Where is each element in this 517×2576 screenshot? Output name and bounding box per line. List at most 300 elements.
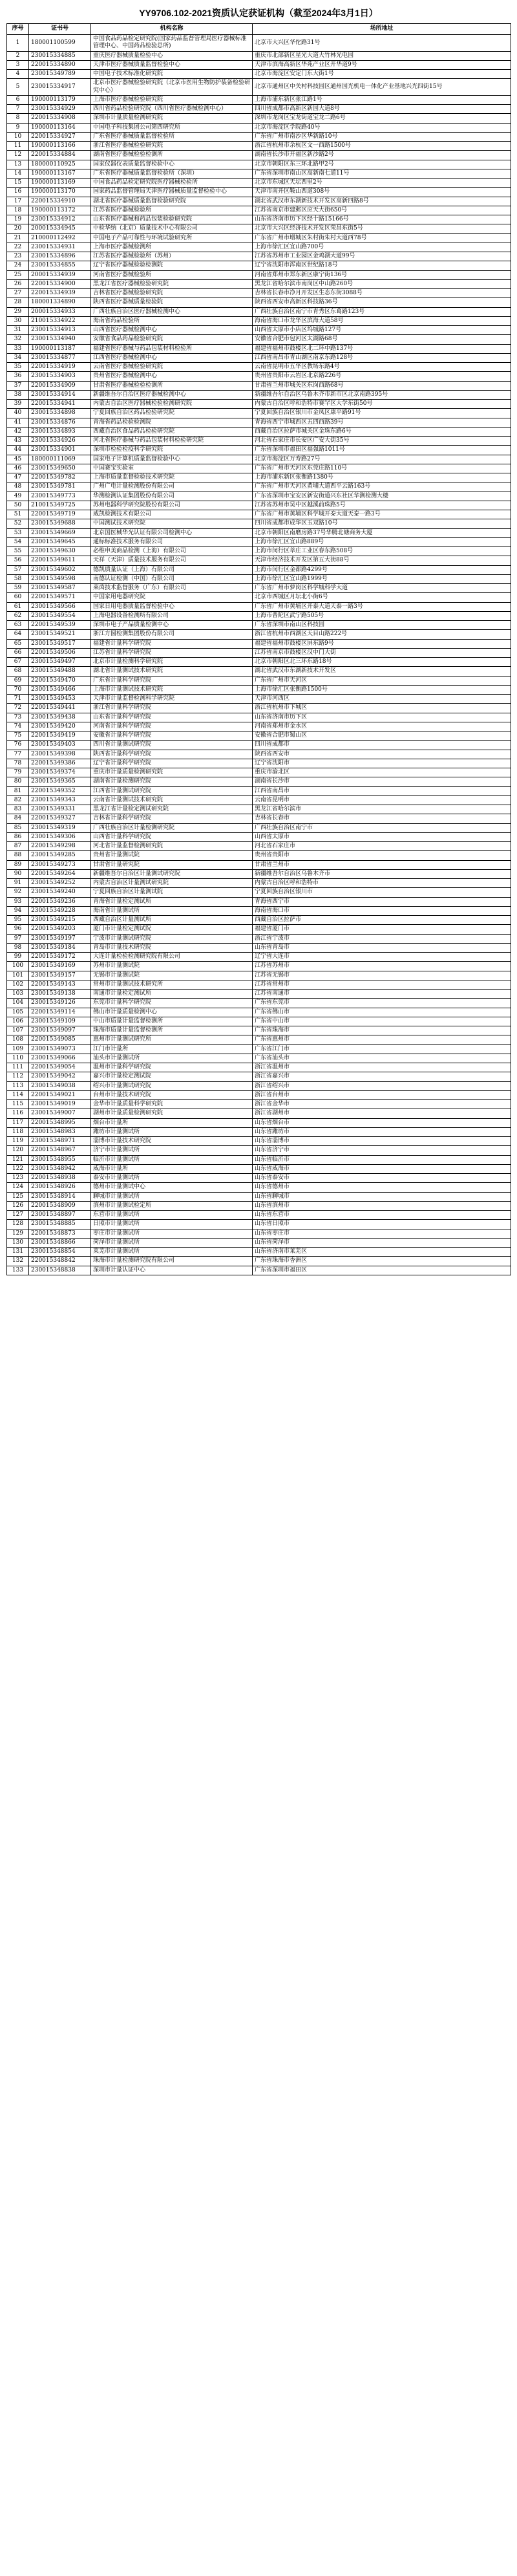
table-row xyxy=(7,1026,511,1035)
cell-name: 深圳市检验检疫科学研究院 xyxy=(91,446,253,455)
cell-addr: 内蒙古自治区呼和浩特市 xyxy=(253,879,511,888)
cell-cert: 230015349521 xyxy=(29,630,91,639)
cell-cert: 230015348926 xyxy=(29,1183,91,1192)
cell-no: 31 xyxy=(7,326,29,335)
cell-name: 中国电子技术标准化研究院 xyxy=(91,70,253,79)
table-row xyxy=(7,501,511,510)
cell-addr: 重庆市北部新区星光大道大竹林光电园 xyxy=(253,51,511,60)
cell-name: 天津市医疗器械质量监督检验中心 xyxy=(91,60,253,69)
cell-name: 四川省药品检验研究院（四川省医疗器械检测中心） xyxy=(91,105,253,114)
cell-addr: 上海市闵行区金都路4299号 xyxy=(253,565,511,574)
cell-name: 中国电子科技集团公司第四研究所 xyxy=(91,123,253,132)
table-row xyxy=(7,233,511,243)
cell-cert: 220015349386 xyxy=(29,759,91,768)
table-row xyxy=(7,934,511,943)
cell-cert: 230015348942 xyxy=(29,1164,91,1173)
cell-no: 123 xyxy=(7,1174,29,1183)
cell-name: 莱芜市计量测试所 xyxy=(91,1248,253,1257)
table-row xyxy=(7,1044,511,1054)
cell-cert: 220015349264 xyxy=(29,869,91,878)
cell-addr: 山东省淄博市 xyxy=(253,1137,511,1146)
table-row xyxy=(7,35,511,52)
cell-no: 106 xyxy=(7,1017,29,1026)
table-row xyxy=(7,676,511,685)
cell-no: 60 xyxy=(7,593,29,602)
cell-addr: 湖北省武汉市东湖新技术开发区高新四路8号 xyxy=(253,197,511,206)
cell-cert: 230015334855 xyxy=(29,261,91,270)
cell-addr: 贵州省贵阳市 xyxy=(253,851,511,860)
cell-name: 天津市计量监督检测科学研究院 xyxy=(91,695,253,704)
cell-no: 96 xyxy=(7,925,29,934)
cell-cert: 230015349453 xyxy=(29,695,91,704)
cell-name: 厦门市计量检定测试院 xyxy=(91,925,253,934)
cell-cert: 220015349114 xyxy=(29,1008,91,1017)
table-row xyxy=(7,1183,511,1192)
cell-addr: 北京市海淀区万寿路27号 xyxy=(253,455,511,464)
cell-name: 枣庄市计量测试所 xyxy=(91,1229,253,1238)
cell-cert: 180001100599 xyxy=(29,35,91,52)
cell-cert: 230015349587 xyxy=(29,584,91,593)
cell-no: 95 xyxy=(7,916,29,925)
cell-cert: 180000111069 xyxy=(29,455,91,464)
cell-name: 北京市计量检测科学研究院 xyxy=(91,658,253,667)
table-row xyxy=(7,1201,511,1210)
cell-name: 烟台市计量所 xyxy=(91,1118,253,1127)
cell-cert: 230015349773 xyxy=(29,492,91,501)
institutions-table xyxy=(6,23,511,1275)
table-row xyxy=(7,188,511,197)
cell-cert: 230015349197 xyxy=(29,934,91,943)
cell-name: 黑龙江省医疗器械检验研究院 xyxy=(91,279,253,288)
cell-addr: 吉林省长春市净月开发区生态东街3088号 xyxy=(253,289,511,298)
cell-name: 湖州市计量质量检测研究院 xyxy=(91,1109,253,1118)
table-row xyxy=(7,335,511,344)
cell-no: 3 xyxy=(7,60,29,69)
cell-name: 重庆医疗器械质量检验中心 xyxy=(91,51,253,60)
table-row xyxy=(7,105,511,114)
cell-name: 宁夏回族自治区计量测试院 xyxy=(91,888,253,897)
cell-cert: 200015334945 xyxy=(29,224,91,233)
cell-cert: 190000113172 xyxy=(29,206,91,215)
cell-no: 48 xyxy=(7,482,29,492)
cell-no: 40 xyxy=(7,409,29,418)
cell-name: 中国食品药品检定研究院(国家药品监督管理局医疗器械标准管理中心、中国药品检验总所) xyxy=(91,35,253,52)
cell-cert: 230015334931 xyxy=(29,243,91,252)
cell-cert: 190000113169 xyxy=(29,179,91,188)
cell-cert: 220015349539 xyxy=(29,621,91,630)
cell-addr: 北京市大兴区华佗路31号 xyxy=(253,35,511,52)
cell-name: 安徽省计量科学研究院 xyxy=(91,731,253,741)
cell-cert: 220015348995 xyxy=(29,1118,91,1127)
cell-cert: 230015349306 xyxy=(29,832,91,841)
cell-addr: 广东省广州市黄埔区科学城开泰大道天泰一路3号 xyxy=(253,510,511,519)
cell-no: 25 xyxy=(7,270,29,279)
table-row xyxy=(7,768,511,777)
cell-no: 23 xyxy=(7,252,29,261)
table-row xyxy=(7,326,511,335)
cell-name: 南通市计量检定测试所 xyxy=(91,990,253,999)
table-row xyxy=(7,750,511,759)
cell-addr: 上海市浦东新区张江路1号 xyxy=(253,95,511,104)
table-row xyxy=(7,1229,511,1238)
cell-addr: 广东省深圳市宝安区新安街道兴东社区华测检测大楼 xyxy=(253,492,511,501)
cell-name: 北京市医疗器械检验研究院（北京市医用生物防护装备检验研究中心） xyxy=(91,79,253,96)
cell-addr: 浙江省杭州市西湖区天目山路222号 xyxy=(253,630,511,639)
table-row xyxy=(7,1118,511,1127)
cell-no: 12 xyxy=(7,151,29,160)
table-row xyxy=(7,704,511,713)
cell-no: 116 xyxy=(7,1109,29,1118)
table-row xyxy=(7,114,511,123)
table-row xyxy=(7,344,511,353)
cell-name: 江门市计量所 xyxy=(91,1044,253,1054)
cell-cert: 230015348866 xyxy=(29,1238,91,1247)
cell-name: 国家日用电器质量监督检验中心 xyxy=(91,602,253,611)
cell-name: 中国家用电器研究院 xyxy=(91,593,253,602)
cell-no: 70 xyxy=(7,685,29,694)
cell-addr: 北京市大兴区经济技术开发区荣昌东街5号 xyxy=(253,224,511,233)
cell-no: 112 xyxy=(7,1072,29,1081)
table-row xyxy=(7,611,511,620)
table-row xyxy=(7,519,511,528)
cell-no: 63 xyxy=(7,621,29,630)
cell-cert: 220015349419 xyxy=(29,731,91,741)
header-name: 机构名称 xyxy=(91,24,253,35)
cell-name: 青海省药品检验检测院 xyxy=(91,418,253,427)
table-row xyxy=(7,70,511,79)
cell-no: 49 xyxy=(7,492,29,501)
table-row xyxy=(7,1109,511,1118)
cell-no: 57 xyxy=(7,565,29,574)
cell-cert: 230015348854 xyxy=(29,1248,91,1257)
cell-name: 贵州省计量测试院 xyxy=(91,851,253,860)
cell-no: 6 xyxy=(7,95,29,104)
cell-addr: 广东省广州市天河区东莞庄路110号 xyxy=(253,464,511,473)
cell-name: 江苏省计量科学研究院 xyxy=(91,648,253,657)
cell-no: 130 xyxy=(7,1238,29,1247)
table-row xyxy=(7,1035,511,1044)
cell-name: 无锡市计量测试院 xyxy=(91,971,253,980)
table-row xyxy=(7,409,511,418)
cell-no: 90 xyxy=(7,869,29,878)
cell-name: 湖北省计量测试技术研究院 xyxy=(91,667,253,676)
cell-no: 110 xyxy=(7,1054,29,1063)
cell-no: 36 xyxy=(7,372,29,381)
cell-no: 42 xyxy=(7,427,29,436)
table-row xyxy=(7,584,511,593)
cell-no: 8 xyxy=(7,114,29,123)
cell-addr: 湖南省长沙市 xyxy=(253,777,511,786)
cell-no: 38 xyxy=(7,390,29,399)
cell-addr: 山东省威海市 xyxy=(253,1164,511,1173)
cell-addr: 江苏省无锡市 xyxy=(253,971,511,980)
cell-cert: 230015349650 xyxy=(29,464,91,473)
table-row xyxy=(7,990,511,999)
table-body xyxy=(7,35,511,1275)
cell-cert: 230015334929 xyxy=(29,105,91,114)
table-row xyxy=(7,160,511,169)
cell-addr: 甘肃省兰州市 xyxy=(253,860,511,869)
table-row xyxy=(7,879,511,888)
cell-no: 55 xyxy=(7,547,29,556)
cell-no: 119 xyxy=(7,1137,29,1146)
cell-name: 东莞市计量科学研究院 xyxy=(91,999,253,1008)
cell-addr: 江苏省常州市 xyxy=(253,980,511,989)
cell-addr: 宁夏回族自治区银川市金凤区康平路91号 xyxy=(253,409,511,418)
cell-addr: 广东省东莞市 xyxy=(253,999,511,1008)
cell-cert: 230015349566 xyxy=(29,602,91,611)
cell-name: 河北省计量监督检测研究院 xyxy=(91,842,253,851)
table-row xyxy=(7,796,511,805)
table-row xyxy=(7,621,511,630)
cell-name: 山西省医疗器械检测中心 xyxy=(91,326,253,335)
table-row xyxy=(7,953,511,962)
cell-cert: 230015348971 xyxy=(29,1137,91,1146)
cell-name: 天祥（天津）质量技术服务有限公司 xyxy=(91,556,253,565)
table-row xyxy=(7,455,511,464)
cell-cert: 230015349466 xyxy=(29,685,91,694)
cell-name: 佛山市计量质量检测中心 xyxy=(91,1008,253,1017)
table-row xyxy=(7,372,511,381)
cell-cert: 220015349085 xyxy=(29,1035,91,1044)
cell-addr: 安徽省合肥市蜀山区 xyxy=(253,731,511,741)
table-row xyxy=(7,556,511,565)
cell-no: 26 xyxy=(7,279,29,288)
cell-no: 131 xyxy=(7,1248,29,1257)
cell-addr: 北京市朝阳区北三环东路18号 xyxy=(253,658,511,667)
cell-cert: 230015349365 xyxy=(29,777,91,786)
cell-cert: 230015349126 xyxy=(29,999,91,1008)
table-row xyxy=(7,943,511,952)
cell-no: 53 xyxy=(7,528,29,537)
cell-no: 87 xyxy=(7,842,29,851)
table-row xyxy=(7,547,511,556)
cell-addr: 辽宁省沈阳市浑南区世纪路18号 xyxy=(253,261,511,270)
table-row xyxy=(7,685,511,694)
cell-cert: 180001334890 xyxy=(29,298,91,307)
cell-addr: 山东省日照市 xyxy=(253,1220,511,1229)
cell-no: 16 xyxy=(7,188,29,197)
cell-no: 129 xyxy=(7,1229,29,1238)
cell-name: 莱茵技术监督服务（广东）有限公司 xyxy=(91,584,253,593)
cell-no: 21 xyxy=(7,233,29,243)
table-row xyxy=(7,95,511,104)
cell-addr: 江苏省南京市鼓楼区汉中门大街 xyxy=(253,648,511,657)
cell-cert: 230015349517 xyxy=(29,639,91,648)
table-row xyxy=(7,510,511,519)
cell-addr: 黑龙江省哈尔滨市 xyxy=(253,805,511,814)
cell-name: 必维申美商品检测（上海）有限公司 xyxy=(91,547,253,556)
cell-no: 111 xyxy=(7,1063,29,1072)
table-row xyxy=(7,916,511,925)
cell-cert: 220015348967 xyxy=(29,1146,91,1155)
cell-name: 菏泽市计量测试所 xyxy=(91,1238,253,1247)
cell-no: 18 xyxy=(7,206,29,215)
cell-no: 127 xyxy=(7,1211,29,1220)
cell-no: 66 xyxy=(7,648,29,657)
table-row xyxy=(7,648,511,657)
cell-name: 江苏省医疗器械检验所 xyxy=(91,206,253,215)
cell-addr: 江苏省苏州市工业园区金鸡湖大道99号 xyxy=(253,252,511,261)
cell-addr: 河北省石家庄市长安区广安大街35号 xyxy=(253,437,511,446)
cell-addr: 江苏省苏州市吴中区越溪前珠路5号 xyxy=(253,501,511,510)
cell-name: 广州广电计量检测股份有限公司 xyxy=(91,482,253,492)
cell-cert: 230015349228 xyxy=(29,906,91,915)
cell-cert: 230015348838 xyxy=(29,1266,91,1275)
cell-no: 104 xyxy=(7,999,29,1008)
cell-addr: 浙江省宁波市 xyxy=(253,934,511,943)
cell-addr: 辽宁省沈阳市 xyxy=(253,759,511,768)
cell-addr: 上海市浦东新区张衡路1380号 xyxy=(253,473,511,482)
cell-name: 南德认证检测（中国）有限公司 xyxy=(91,574,253,583)
cell-cert: 200015334933 xyxy=(29,307,91,316)
cell-no: 89 xyxy=(7,860,29,869)
cell-name: 汕头市计量测试所 xyxy=(91,1054,253,1063)
cell-no: 76 xyxy=(7,741,29,750)
cell-addr: 上海市徐汇区张衡路1500号 xyxy=(253,685,511,694)
cell-addr: 广东省深圳市南山区科技园 xyxy=(253,621,511,630)
cell-addr: 湖南省长沙市开福区新沙路2号 xyxy=(253,151,511,160)
cell-name: 河北省医疗器械与药品包装材料检验研究院 xyxy=(91,437,253,446)
cell-cert: 230015349097 xyxy=(29,1026,91,1035)
cell-cert: 230015349688 xyxy=(29,519,91,528)
table-row xyxy=(7,713,511,722)
cell-cert: 230015349398 xyxy=(29,750,91,759)
cell-no: 101 xyxy=(7,971,29,980)
cell-no: 108 xyxy=(7,1035,29,1044)
document-page xyxy=(0,0,517,1275)
cell-no: 34 xyxy=(7,353,29,362)
table-row xyxy=(7,1266,511,1275)
table-row xyxy=(7,1164,511,1173)
cell-addr: 广东省深圳市福田区福强路1011号 xyxy=(253,446,511,455)
cell-cert: 230015349645 xyxy=(29,537,91,547)
cell-cert: 230015349019 xyxy=(29,1100,91,1109)
cell-addr: 浙江省杭州市余杭区文一西路1500号 xyxy=(253,142,511,151)
cell-cert: 220015334908 xyxy=(29,114,91,123)
cell-name: 台州市计量技术研究院 xyxy=(91,1090,253,1099)
cell-name: 山东省医疗器械和药品包装检验研究院 xyxy=(91,215,253,224)
table-row xyxy=(7,1220,511,1229)
table-row xyxy=(7,270,511,279)
cell-cert: 220015334890 xyxy=(29,60,91,69)
cell-no: 9 xyxy=(7,123,29,132)
cell-addr: 安徽省合肥市包河区太湖路68号 xyxy=(253,335,511,344)
cell-addr: 广东省广州市萝岗区科学城科学大道 xyxy=(253,584,511,593)
cell-cert: 230015349215 xyxy=(29,916,91,925)
cell-no: 44 xyxy=(7,446,29,455)
cell-no: 29 xyxy=(7,307,29,316)
cell-addr: 海南省海口市龙华区滨海大道58号 xyxy=(253,316,511,325)
cell-addr: 海南省海口市 xyxy=(253,906,511,915)
cell-cert: 220015334941 xyxy=(29,400,91,409)
cell-no: 80 xyxy=(7,777,29,786)
cell-cert: 220015334919 xyxy=(29,363,91,372)
table-row xyxy=(7,60,511,69)
cell-name: 宁波市计量测试研究院 xyxy=(91,934,253,943)
cell-addr: 北京市朝阳区东三环北路甲2号 xyxy=(253,160,511,169)
cell-addr: 广西壮族自治区南宁市青秀区东葛路123号 xyxy=(253,307,511,316)
cell-addr: 广东省深圳市福田区 xyxy=(253,1266,511,1275)
cell-addr: 浙江省台州市 xyxy=(253,1090,511,1099)
table-row xyxy=(7,437,511,446)
cell-no: 47 xyxy=(7,473,29,482)
cell-cert: 230015349554 xyxy=(29,611,91,620)
cell-cert: 220015349571 xyxy=(29,593,91,602)
cell-no: 56 xyxy=(7,556,29,565)
table-row xyxy=(7,1127,511,1136)
cell-cert: 230015349488 xyxy=(29,667,91,676)
table-row xyxy=(7,971,511,980)
cell-addr: 广东省深圳市南山区高新南七道11号 xyxy=(253,169,511,178)
cell-cert: 220015349470 xyxy=(29,676,91,685)
cell-no: 41 xyxy=(7,418,29,427)
cell-cert: 220015348842 xyxy=(29,1257,91,1266)
cell-name: 深圳市电子产品质量检测中心 xyxy=(91,621,253,630)
cell-name: 济宁市计量测试所 xyxy=(91,1146,253,1155)
cell-name: 河南省计量科学研究院 xyxy=(91,722,253,731)
table-row xyxy=(7,777,511,786)
cell-cert: 230015334914 xyxy=(29,390,91,399)
cell-cert: 230015334940 xyxy=(29,335,91,344)
cell-name: 中检华纳（北京）质量技术中心有限公司 xyxy=(91,224,253,233)
cell-addr: 广东省汕头市 xyxy=(253,1054,511,1063)
cell-addr: 山东省枣庄市 xyxy=(253,1229,511,1238)
cell-no: 103 xyxy=(7,990,29,999)
cell-cert: 220015348909 xyxy=(29,1201,91,1210)
cell-name: 通标标准技术服务有限公司 xyxy=(91,537,253,547)
cell-name: 温州市计量科学研究院 xyxy=(91,1063,253,1072)
cell-cert: 230015334898 xyxy=(29,409,91,418)
cell-no: 45 xyxy=(7,455,29,464)
cell-cert: 230015349630 xyxy=(29,547,91,556)
cell-no: 13 xyxy=(7,160,29,169)
cell-no: 14 xyxy=(7,169,29,178)
cell-cert: 220015349298 xyxy=(29,842,91,851)
cell-name: 新疆维吾尔自治区医疗器械检测中心 xyxy=(91,390,253,399)
cell-name: 绍兴市计量测试研究院 xyxy=(91,1081,253,1090)
table-row xyxy=(7,381,511,390)
cell-cert: 220015348873 xyxy=(29,1229,91,1238)
cell-addr: 新疆维吾尔自治区乌鲁木齐市新市区北京南路395号 xyxy=(253,390,511,399)
cell-addr: 浙江省嘉兴市 xyxy=(253,1072,511,1081)
cell-no: 121 xyxy=(7,1155,29,1164)
cell-cert: 230015349109 xyxy=(29,1017,91,1026)
cell-cert: 230015349789 xyxy=(29,70,91,79)
cell-no: 54 xyxy=(7,537,29,547)
cell-addr: 山东省德州市 xyxy=(253,1183,511,1192)
cell-addr: 四川省成都市成华区玉双路10号 xyxy=(253,519,511,528)
cell-no: 84 xyxy=(7,814,29,823)
table-row xyxy=(7,906,511,915)
cell-name: 湖南省医疗器械检验检测所 xyxy=(91,151,253,160)
table-row xyxy=(7,142,511,151)
cell-no: 22 xyxy=(7,243,29,252)
cell-addr: 山东省泰安市 xyxy=(253,1174,511,1183)
cell-no: 43 xyxy=(7,437,29,446)
cell-addr: 山东省济南市历下区 xyxy=(253,713,511,722)
table-row xyxy=(7,446,511,455)
cell-cert: 230015349602 xyxy=(29,565,91,574)
table-row xyxy=(7,123,511,132)
cell-addr: 山东省济宁市 xyxy=(253,1146,511,1155)
table-row xyxy=(7,1174,511,1183)
cell-addr: 上海市徐汇区宜山路1999号 xyxy=(253,574,511,583)
cell-no: 97 xyxy=(7,934,29,943)
cell-addr: 西藏自治区拉萨市城关区金珠东路6号 xyxy=(253,427,511,436)
cell-name: 金华市计量质量科学研究院 xyxy=(91,1100,253,1109)
cell-name: 新疆维吾尔自治区计量测试研究院 xyxy=(91,869,253,878)
